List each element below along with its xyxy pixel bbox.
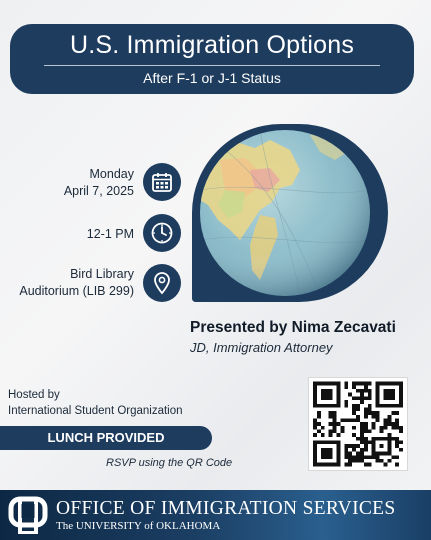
presenter-name: Presented by Nima Zecavati	[190, 319, 396, 336]
location-line2: Auditorium (LIB 299)	[19, 284, 134, 298]
office-name: OFFICE OF IMMIGRATION SERVICES	[56, 498, 396, 519]
footer-banner	[0, 490, 431, 540]
clock-icon	[143, 214, 181, 252]
event-date-text: April 7, 2025	[63, 184, 134, 198]
host-organization: International Student Organization	[8, 405, 183, 417]
hosted-by	[8, 387, 183, 419]
title-banner	[10, 24, 414, 94]
event-time: 12-1 PM	[86, 227, 134, 241]
event-location	[8, 266, 134, 300]
globe-image	[200, 130, 370, 296]
hosted-by-label: Hosted by	[8, 389, 60, 401]
lunch-banner	[0, 426, 212, 450]
calendar-icon	[143, 163, 181, 201]
event-date	[20, 166, 134, 200]
map-pin-icon	[143, 264, 181, 302]
qr-code[interactable]	[308, 377, 408, 471]
ou-logo	[8, 496, 48, 534]
rsvp-text: RSVP using the QR Code	[106, 457, 233, 469]
page-subtitle: After F-1 or J-1 Status	[143, 70, 281, 86]
university-name: The UNIVERSITY of OKLAHOMA	[56, 520, 221, 532]
title-divider	[44, 65, 380, 66]
location-line1: Bird Library	[70, 267, 134, 281]
page-title: U.S. Immigration Options	[69, 31, 355, 59]
lunch-text: LUNCH PROVIDED	[47, 430, 165, 445]
presenter-role: JD, Immigration Attorney	[190, 340, 333, 355]
event-day-text: Monday	[89, 167, 134, 181]
